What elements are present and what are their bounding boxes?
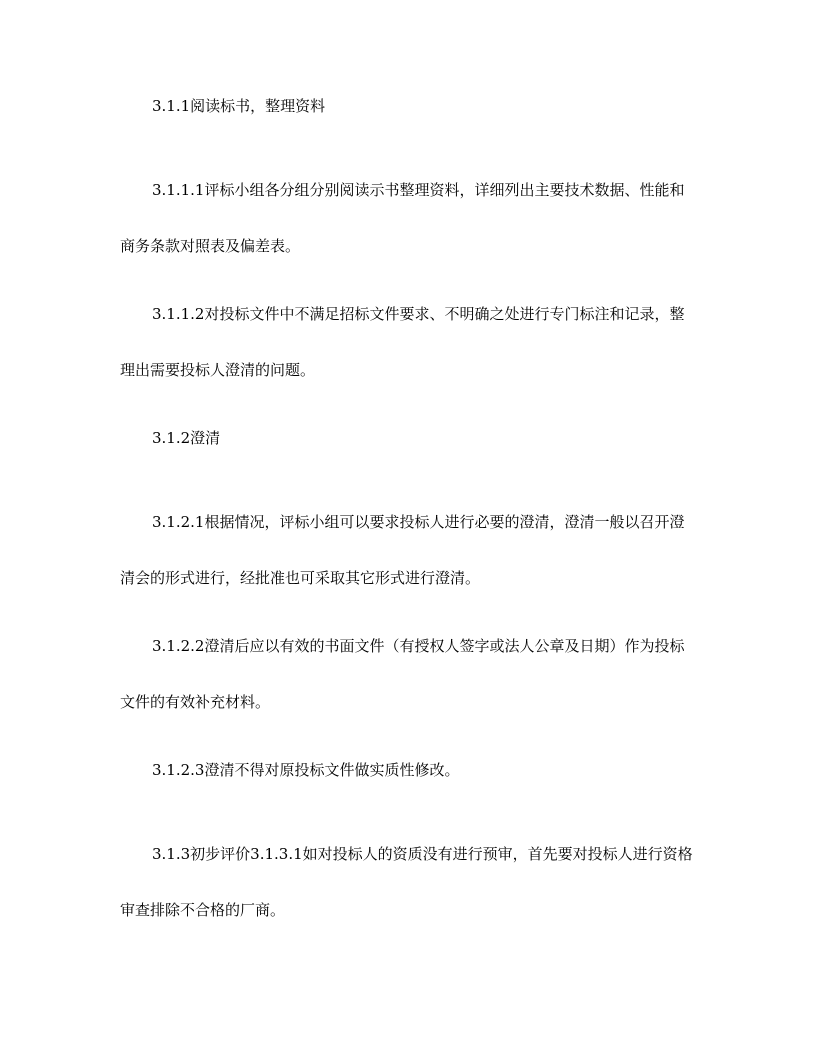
paragraph-3-1-1-2: 3.1.1.2对投标文件中不满足招标文件要求、不明确之处进行专门标注和记录，整理出需要投标人澄清的问题。 bbox=[120, 305, 685, 379]
section-heading-3-1-1: 3.1.1阅读标书，整理资料 bbox=[152, 97, 326, 115]
paragraph-3-1-1-1: 3.1.1.1评标小组各分组分别阅读示书整理资料，详细列出主要技术数据、性能和商务条款对照表及偏差表。 bbox=[120, 181, 685, 255]
section-heading-3-1-2: 3.1.2澄清 bbox=[152, 429, 221, 447]
paragraph-3-1-2-1: 3.1.2.1根据情况，评标小组可以要求投标人进行必要的澄清，澄清一般以召开澄清会的形式进行，经批准也可采取其它形式进行澄清。 bbox=[120, 513, 685, 587]
paragraph-3-1-2-3: 3.1.2.3澄清不得对原投标文件做实质性修改。 bbox=[152, 761, 460, 779]
paragraph-3-1-2-2: 3.1.2.2澄清后应以有效的书面文件（有授权人签字或法人公章及日期）作为投标文件的有效补充材料。 bbox=[120, 637, 685, 711]
paragraph-3-1-3: 3.1.3初步评价3.1.3.1如对投标人的资质没有进行预审，首先要对投标人进行资格审查排除不合格的厂商。 bbox=[120, 845, 693, 919]
